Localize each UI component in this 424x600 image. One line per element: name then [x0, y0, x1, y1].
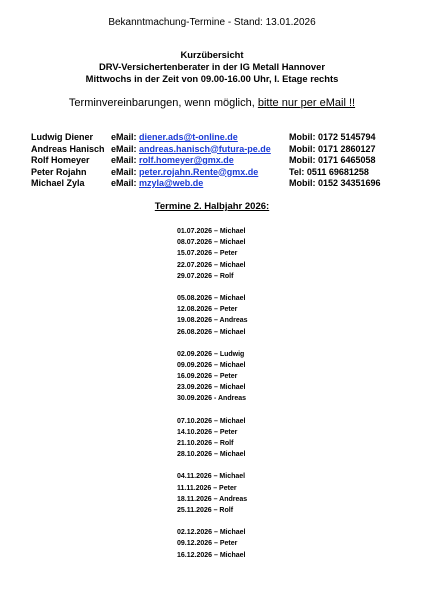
schedule-entry: 09.12.2026 – Peter — [177, 540, 238, 548]
schedule-entry: 16.09.2026 – Peter — [177, 373, 238, 381]
contact-name: Andreas Hanisch — [31, 143, 105, 154]
title-line-1: Kurzübersicht — [180, 49, 244, 60]
email-link[interactable]: mzyla@web.de — [139, 178, 204, 188]
schedule-entry: 12.08.2026 – Peter — [177, 306, 238, 314]
title-block — [0, 49, 424, 85]
schedule-entry: 02.12.2026 – Michael — [177, 529, 246, 537]
contact-list — [31, 132, 421, 190]
title-line-2: DRV-Versichertenberater in der IG Metall Hannover — [99, 61, 325, 72]
title-line-3: Mittwochs in der Zeit von 09.00-16.00 Uhr, I. Etage rechts — [85, 73, 339, 84]
schedule-entry: 01.07.2026 – Michael — [177, 228, 246, 235]
schedule-entry: 18.11.2026 – Andreas — [177, 495, 248, 503]
appointment-notice — [0, 97, 424, 109]
contact-phone: Mobil: 0171 2860127 — [289, 143, 376, 154]
month-block-july — [177, 226, 248, 282]
month-block-december — [177, 527, 248, 561]
email-label: eMail: — [111, 132, 137, 142]
month-block-august — [177, 293, 248, 338]
notice-email-only: bitte nur per eMail !! — [257, 97, 356, 109]
schedule-entry: 08.07.2026 – Michael — [177, 239, 246, 247]
contact-phone: Tel: 0511 69681258 — [289, 166, 369, 177]
schedule-entry: 19.08.2026 – Andreas — [177, 317, 248, 325]
schedule-entry: 30.09.2026 - Andreas — [177, 395, 247, 403]
schedule-entry: 22.07.2026 – Michael — [177, 261, 246, 269]
schedule-entry: 15.07.2026 – Peter — [177, 250, 238, 258]
schedule-entry: 05.08.2026 – Michael — [177, 294, 246, 302]
contact-row — [31, 155, 421, 167]
schedule-entry: 25.11.2026 – Rolf — [177, 506, 234, 514]
contact-name: Peter Rojahn — [31, 166, 87, 177]
contact-phone: Mobil: 0152 34351696 — [289, 178, 381, 188]
schedule-entry: 02.09.2026 – Ludwig — [177, 350, 245, 358]
schedule-list — [177, 226, 248, 572]
email-label: eMail: — [111, 143, 137, 154]
month-block-september — [177, 349, 248, 405]
month-block-october — [177, 416, 248, 461]
schedule-title: Termine 2. Halbjahr 2026: — [154, 201, 270, 212]
contact-name: Rolf Homeyer — [31, 155, 90, 165]
contact-row — [31, 144, 421, 156]
schedule-entry: 28.10.2026 – Michael — [177, 451, 246, 459]
schedule-entry: 07.10.2026 – Michael — [177, 417, 246, 425]
email-link[interactable]: andreas.hanisch@futura-pe.de — [139, 143, 271, 154]
notice-text: Terminvereinbarungen, wenn möglich, — [68, 97, 258, 109]
contact-name: Ludwig Diener — [31, 132, 94, 142]
schedule-entry: 11.11.2026 – Peter — [177, 484, 237, 492]
contact-row — [31, 167, 421, 179]
schedule-entry: 26.08.2026 – Michael — [177, 328, 246, 336]
schedule-entry: 09.09.2026 – Michael — [177, 361, 246, 369]
email-label: eMail: — [111, 155, 137, 165]
email-label: eMail: — [111, 166, 137, 177]
contact-row — [31, 132, 421, 144]
contact-name: Michael Zyla — [31, 178, 85, 188]
email-label: eMail: — [111, 178, 137, 188]
schedule-entry: 16.12.2026 – Michael — [177, 551, 246, 559]
email-link[interactable]: peter.rojahn.Rente@gmx.de — [139, 166, 259, 177]
contact-phone: Mobil: 0172 5145794 — [289, 132, 376, 142]
contact-row — [31, 178, 421, 190]
month-block-november — [177, 471, 248, 516]
schedule-entry: 29.07.2026 – Rolf — [177, 272, 234, 280]
contact-phone: Mobil: 0171 6465058 — [289, 155, 376, 165]
email-link[interactable]: rolf.homeyer@gmx.de — [139, 155, 234, 165]
page-header: Bekanntmachung-Termine - Stand: 13.01.2026 — [108, 17, 316, 28]
email-link[interactable]: diener.ads@t-online.de — [139, 132, 238, 142]
schedule-entry: 14.10.2026 – Peter — [177, 428, 238, 436]
schedule-entry: 21.10.2026 – Rolf — [177, 440, 234, 447]
schedule-entry: 04.11.2026 – Michael — [177, 473, 246, 481]
schedule-entry: 23.09.2026 – Michael — [177, 384, 246, 392]
